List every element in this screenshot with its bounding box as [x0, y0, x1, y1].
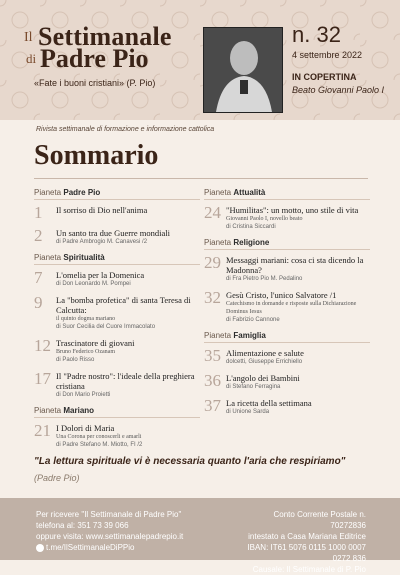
page-number: 2 [34, 226, 43, 245]
entry-author: di Cristina Siccardi [226, 224, 276, 230]
entry-kicker: Catechismo in domande e risposte sulla Dichiarazione Dominus Iesus [226, 301, 357, 315]
section-header: Pianeta Attualità [204, 188, 370, 200]
toc-entry[interactable] [34, 338, 200, 364]
toc-entry[interactable] [204, 255, 370, 283]
quote-author: (Padre Pio) [34, 473, 80, 483]
footer-contacts [36, 509, 183, 553]
footer-left-line-1: Per ricevere "Il Settimanale di Padre Pio" [36, 510, 182, 519]
toc-entry[interactable] [34, 228, 200, 246]
section-header: Pianeta Famiglia [204, 331, 370, 343]
footer-payment-info [236, 509, 366, 575]
entry-title: Messaggi mariani: cosa ci sta dicendo la Madonna? [226, 255, 364, 275]
entry-author: di Stefano Ferragina [226, 384, 281, 390]
logo-line-3: di [26, 51, 37, 66]
section-mariano [34, 406, 200, 449]
entry-title: L'angolo dei Bambini [226, 373, 300, 383]
entry-author: di Padre Ambrogio M. Canavesi /2 [56, 239, 148, 245]
divider [34, 178, 368, 179]
cover-label: IN COPERTINA [292, 72, 357, 82]
page-number: 17 [34, 369, 51, 388]
section-header: Pianeta Mariano [34, 406, 200, 418]
right-column [204, 186, 370, 423]
entry-kicker: Giovanni Paolo I, novello beato [226, 216, 303, 222]
page-number: 35 [204, 346, 221, 365]
toc-entry[interactable] [34, 423, 200, 449]
section-padre-pio [34, 188, 200, 246]
entry-title: "Humilitas": un motto, uno stile di vita [226, 205, 359, 215]
entry-author: dolcetti, Giuseppe Errichiello [226, 359, 303, 365]
toc-entry[interactable] [34, 205, 200, 221]
entry-author: di Suor Cecilia del Cuore Immacolato [56, 324, 156, 330]
section-famiglia [204, 331, 370, 416]
toc-entry[interactable] [34, 371, 200, 399]
page-number: 24 [204, 203, 221, 222]
logo-line-2: Settimanale [38, 22, 172, 51]
entry-title: Il "Padre nostro": l'ideale della preghiera cristiana [56, 371, 195, 391]
section-header: Pianeta Padre Pio [34, 188, 200, 200]
section-attualita [204, 188, 370, 231]
page-title: Sommario [34, 140, 159, 171]
entry-author: di Don Mario Proietti [56, 392, 111, 398]
motto: «Fate i buoni cristiani» (P. Pio) [34, 78, 156, 88]
left-column [34, 186, 200, 456]
toc-entry[interactable] [204, 290, 370, 324]
telegram-icon [36, 544, 44, 552]
cover-photo [203, 27, 283, 113]
toc-entry[interactable] [204, 373, 370, 391]
cover-name: Beato Giovanni Paolo I [292, 85, 385, 95]
entry-author: di Fra Pietro Pio M. Pedalino [226, 276, 303, 282]
entry-kicker: Una Corona per conoscerli e amarli [56, 434, 142, 440]
page-number: 9 [34, 293, 43, 312]
page-number: 1 [34, 203, 43, 222]
page-number: 12 [34, 336, 51, 355]
entry-title: Alimentazione e salute [226, 348, 304, 358]
logo-line-4: Padre Pio [40, 44, 149, 73]
entry-author: di Fabrizio Cannone [226, 317, 280, 323]
entry-title: Un santo tra due Guerre mondiali [56, 228, 171, 238]
toc-entry[interactable] [204, 205, 370, 231]
entry-author: di Don Leonardo M. Pompei [56, 281, 131, 287]
footer-right-line-3: IBAN: IT61 5076 0115 1000 0007 0272 836 [247, 543, 366, 563]
quote-text: "La lettura spirituale vi è necessaria quanto l'aria che respiriamo" [34, 456, 346, 467]
section-header: Pianeta Spiritualità [34, 253, 200, 265]
footer-right-line-1: Conto Corrente Postale n. 70272836 [273, 510, 366, 530]
entry-author: di Unione Sarda [226, 409, 270, 415]
footer-telegram[interactable]: t.me/IlSettimanaleDiPPio [36, 542, 183, 553]
section-spiritualita [34, 253, 200, 399]
entry-title: La ricetta della settimana [226, 398, 312, 408]
entry-author: di Paolo Risso [56, 357, 95, 363]
page-number: 37 [204, 396, 221, 415]
portrait-icon [204, 28, 282, 112]
entry-kicker: il quinto dogma mariano [56, 316, 116, 322]
footer-right-line-2: intestato a Casa Mariana Editrice [248, 532, 366, 541]
footer-website-link[interactable]: oppure visita: www.settimanalepadrepio.it [36, 532, 184, 541]
issue-number: n. 32 [292, 22, 341, 47]
page-number: 29 [204, 253, 221, 272]
toc-entry[interactable] [204, 348, 370, 366]
header [0, 0, 400, 120]
entry-title: I Dolori di Maria [56, 423, 115, 433]
page-number: 21 [34, 421, 51, 440]
toc-entry[interactable] [34, 295, 200, 331]
page-number: 32 [204, 288, 221, 307]
entry-author: di Padre Stefano M. Miotto, FI /2 [56, 442, 143, 448]
entry-title: Gesù Cristo, l'unico Salvatore /1 [226, 290, 337, 300]
issue-date: 4 settembre 2022 [292, 50, 363, 60]
subtitle: Rivista settimanale di formazione e informazione cattolica [36, 126, 215, 133]
page-number: 7 [34, 268, 43, 287]
footer-right-line-4: Causale: Il Settimanale di P. Pio [252, 565, 366, 574]
toc-entry[interactable] [204, 398, 370, 416]
footer-left-line-2: telefona al: 351 73 39 066 [36, 521, 129, 530]
entry-title: La "bomba profetica" di santa Teresa di Calcutta: [56, 295, 191, 315]
page-number: 36 [204, 371, 221, 390]
entry-title: L'omelia per la Domenica [56, 270, 145, 280]
section-header: Pianeta Religione [204, 238, 370, 250]
entry-title: Il sorriso di Dio nell'anima [56, 205, 148, 215]
section-religione [204, 238, 370, 324]
toc-entry[interactable] [34, 270, 200, 288]
entry-title: Trascinatore di giovani [56, 338, 135, 348]
logo-line-1: Il [24, 30, 33, 45]
entry-kicker: Bruno Federico Ozanam [56, 349, 115, 355]
